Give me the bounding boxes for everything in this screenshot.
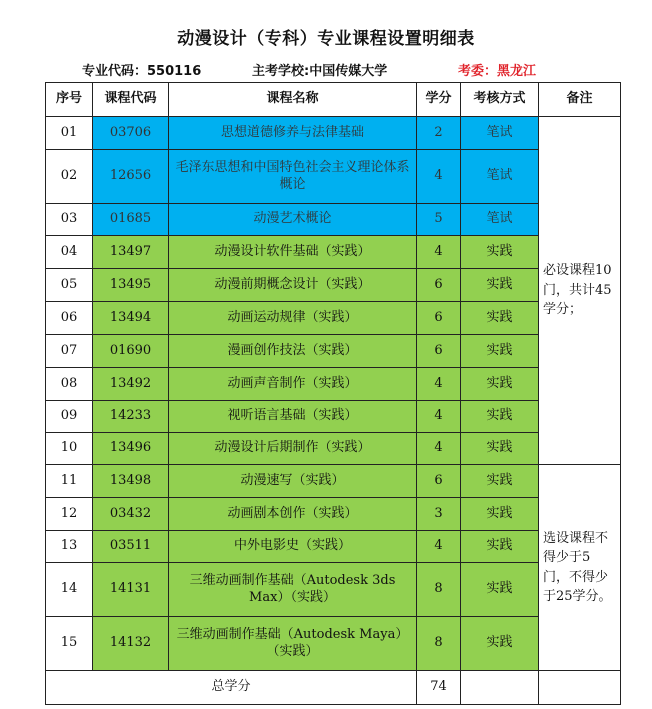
- row-course-name: 动漫速写（实践）: [169, 465, 417, 498]
- row-exam: 笔试: [461, 204, 539, 236]
- row-course-name: 动画剧本创作（实践）: [169, 498, 417, 531]
- table-header-row: [46, 83, 621, 117]
- table-row: [46, 465, 621, 498]
- note-elective: 选设课程不得少于5门，不得少于25学分。: [539, 465, 621, 671]
- row-credit: 2: [417, 117, 461, 150]
- row-course-name: 漫画创作技法（实践）: [169, 335, 417, 368]
- row-code: 14131: [93, 563, 169, 617]
- row-course-name: 思想道德修养与法律基础: [169, 117, 417, 150]
- row-credit: 4: [417, 401, 461, 433]
- total-credits: 74: [417, 671, 461, 705]
- row-course-name: 动漫设计后期制作（实践）: [169, 433, 417, 465]
- table-row: [46, 236, 621, 269]
- header-code: 课程代码: [93, 83, 169, 117]
- header-no: 序号: [46, 83, 93, 117]
- row-exam: 实践: [461, 563, 539, 617]
- row-no: 01: [46, 117, 93, 150]
- row-exam: 实践: [461, 236, 539, 269]
- course-table: [45, 82, 621, 705]
- row-course-name: 毛泽东思想和中国特色社会主义理论体系概论: [169, 150, 417, 204]
- exam-school: 主考学校:中国传媒大学: [252, 64, 388, 79]
- table-row: [46, 401, 621, 433]
- row-exam: 实践: [461, 531, 539, 563]
- table-row: [46, 117, 621, 150]
- row-no: 12: [46, 498, 93, 531]
- row-exam: 实践: [461, 617, 539, 671]
- row-code: 13495: [93, 269, 169, 302]
- row-no: 05: [46, 269, 93, 302]
- row-no: 15: [46, 617, 93, 671]
- row-credit: 4: [417, 531, 461, 563]
- row-exam: 实践: [461, 269, 539, 302]
- row-no: 06: [46, 302, 93, 335]
- total-exam-empty: [461, 671, 539, 705]
- row-no: 02: [46, 150, 93, 204]
- row-no: 10: [46, 433, 93, 465]
- row-no: 08: [46, 368, 93, 401]
- document-title: 动漫设计（专科）专业课程设置明细表: [177, 29, 475, 49]
- table-row: [46, 617, 621, 671]
- row-no: 04: [46, 236, 93, 269]
- row-credit: 4: [417, 236, 461, 269]
- row-credit: 8: [417, 563, 461, 617]
- table-row: [46, 433, 621, 465]
- row-exam: 实践: [461, 465, 539, 498]
- table-row: [46, 269, 621, 302]
- exam-committee: 考委：黑龙江: [458, 64, 537, 79]
- row-credit: 4: [417, 150, 461, 204]
- row-credit: 8: [417, 617, 461, 671]
- row-exam: 笔试: [461, 117, 539, 150]
- table-row: [46, 531, 621, 563]
- total-row: [46, 671, 621, 705]
- row-code: 13492: [93, 368, 169, 401]
- row-course-name: 动画声音制作（实践）: [169, 368, 417, 401]
- header-credit: 学分: [417, 83, 461, 117]
- header-note: 备注: [539, 83, 621, 117]
- row-course-name: 视听语言基础（实践）: [169, 401, 417, 433]
- row-code: 03511: [93, 531, 169, 563]
- row-course-name: 三维动画制作基础（Autodesk Maya）（实践）: [169, 617, 417, 671]
- row-code: 13494: [93, 302, 169, 335]
- row-no: 11: [46, 465, 93, 498]
- row-credit: 3: [417, 498, 461, 531]
- row-credit: 4: [417, 368, 461, 401]
- row-no: 07: [46, 335, 93, 368]
- row-code: 01690: [93, 335, 169, 368]
- row-credit: 4: [417, 433, 461, 465]
- row-no: 09: [46, 401, 93, 433]
- row-credit: 5: [417, 204, 461, 236]
- row-code: 13497: [93, 236, 169, 269]
- row-credit: 6: [417, 465, 461, 498]
- table-row: [46, 302, 621, 335]
- row-exam: 实践: [461, 433, 539, 465]
- row-code: 03706: [93, 117, 169, 150]
- table-row: [46, 204, 621, 236]
- row-code: 14233: [93, 401, 169, 433]
- row-code: 13496: [93, 433, 169, 465]
- row-exam: 实践: [461, 368, 539, 401]
- table-row: [46, 498, 621, 531]
- row-exam: 实践: [461, 335, 539, 368]
- table-row: [46, 563, 621, 617]
- row-exam: 实践: [461, 302, 539, 335]
- note-required: 必设课程10门，共计45学分；: [539, 117, 621, 465]
- total-label: 总学分: [46, 671, 417, 705]
- row-code: 01685: [93, 204, 169, 236]
- header-name: 课程名称: [169, 83, 417, 117]
- row-no: 03: [46, 204, 93, 236]
- row-credit: 6: [417, 302, 461, 335]
- table-row: [46, 150, 621, 204]
- row-course-name: 三维动画制作基础（Autodesk 3ds Max）（实践）: [169, 563, 417, 617]
- row-code: 03432: [93, 498, 169, 531]
- row-code: 14132: [93, 617, 169, 671]
- table-row: [46, 335, 621, 368]
- row-no: 13: [46, 531, 93, 563]
- row-code: 13498: [93, 465, 169, 498]
- row-exam: 实践: [461, 498, 539, 531]
- header-exam: 考核方式: [461, 83, 539, 117]
- row-exam: 笔试: [461, 150, 539, 204]
- total-note-empty: [539, 671, 621, 705]
- table-row: [46, 368, 621, 401]
- row-credit: 6: [417, 335, 461, 368]
- major-code: 专业代码：550116: [82, 64, 202, 79]
- row-course-name: 中外电影史（实践）: [169, 531, 417, 563]
- row-exam: 实践: [461, 401, 539, 433]
- row-code: 12656: [93, 150, 169, 204]
- row-no: 14: [46, 563, 93, 617]
- row-course-name: 动漫前期概念设计（实践）: [169, 269, 417, 302]
- row-course-name: 动画运动规律（实践）: [169, 302, 417, 335]
- row-credit: 6: [417, 269, 461, 302]
- row-course-name: 动漫艺术概论: [169, 204, 417, 236]
- row-course-name: 动漫设计软件基础（实践）: [169, 236, 417, 269]
